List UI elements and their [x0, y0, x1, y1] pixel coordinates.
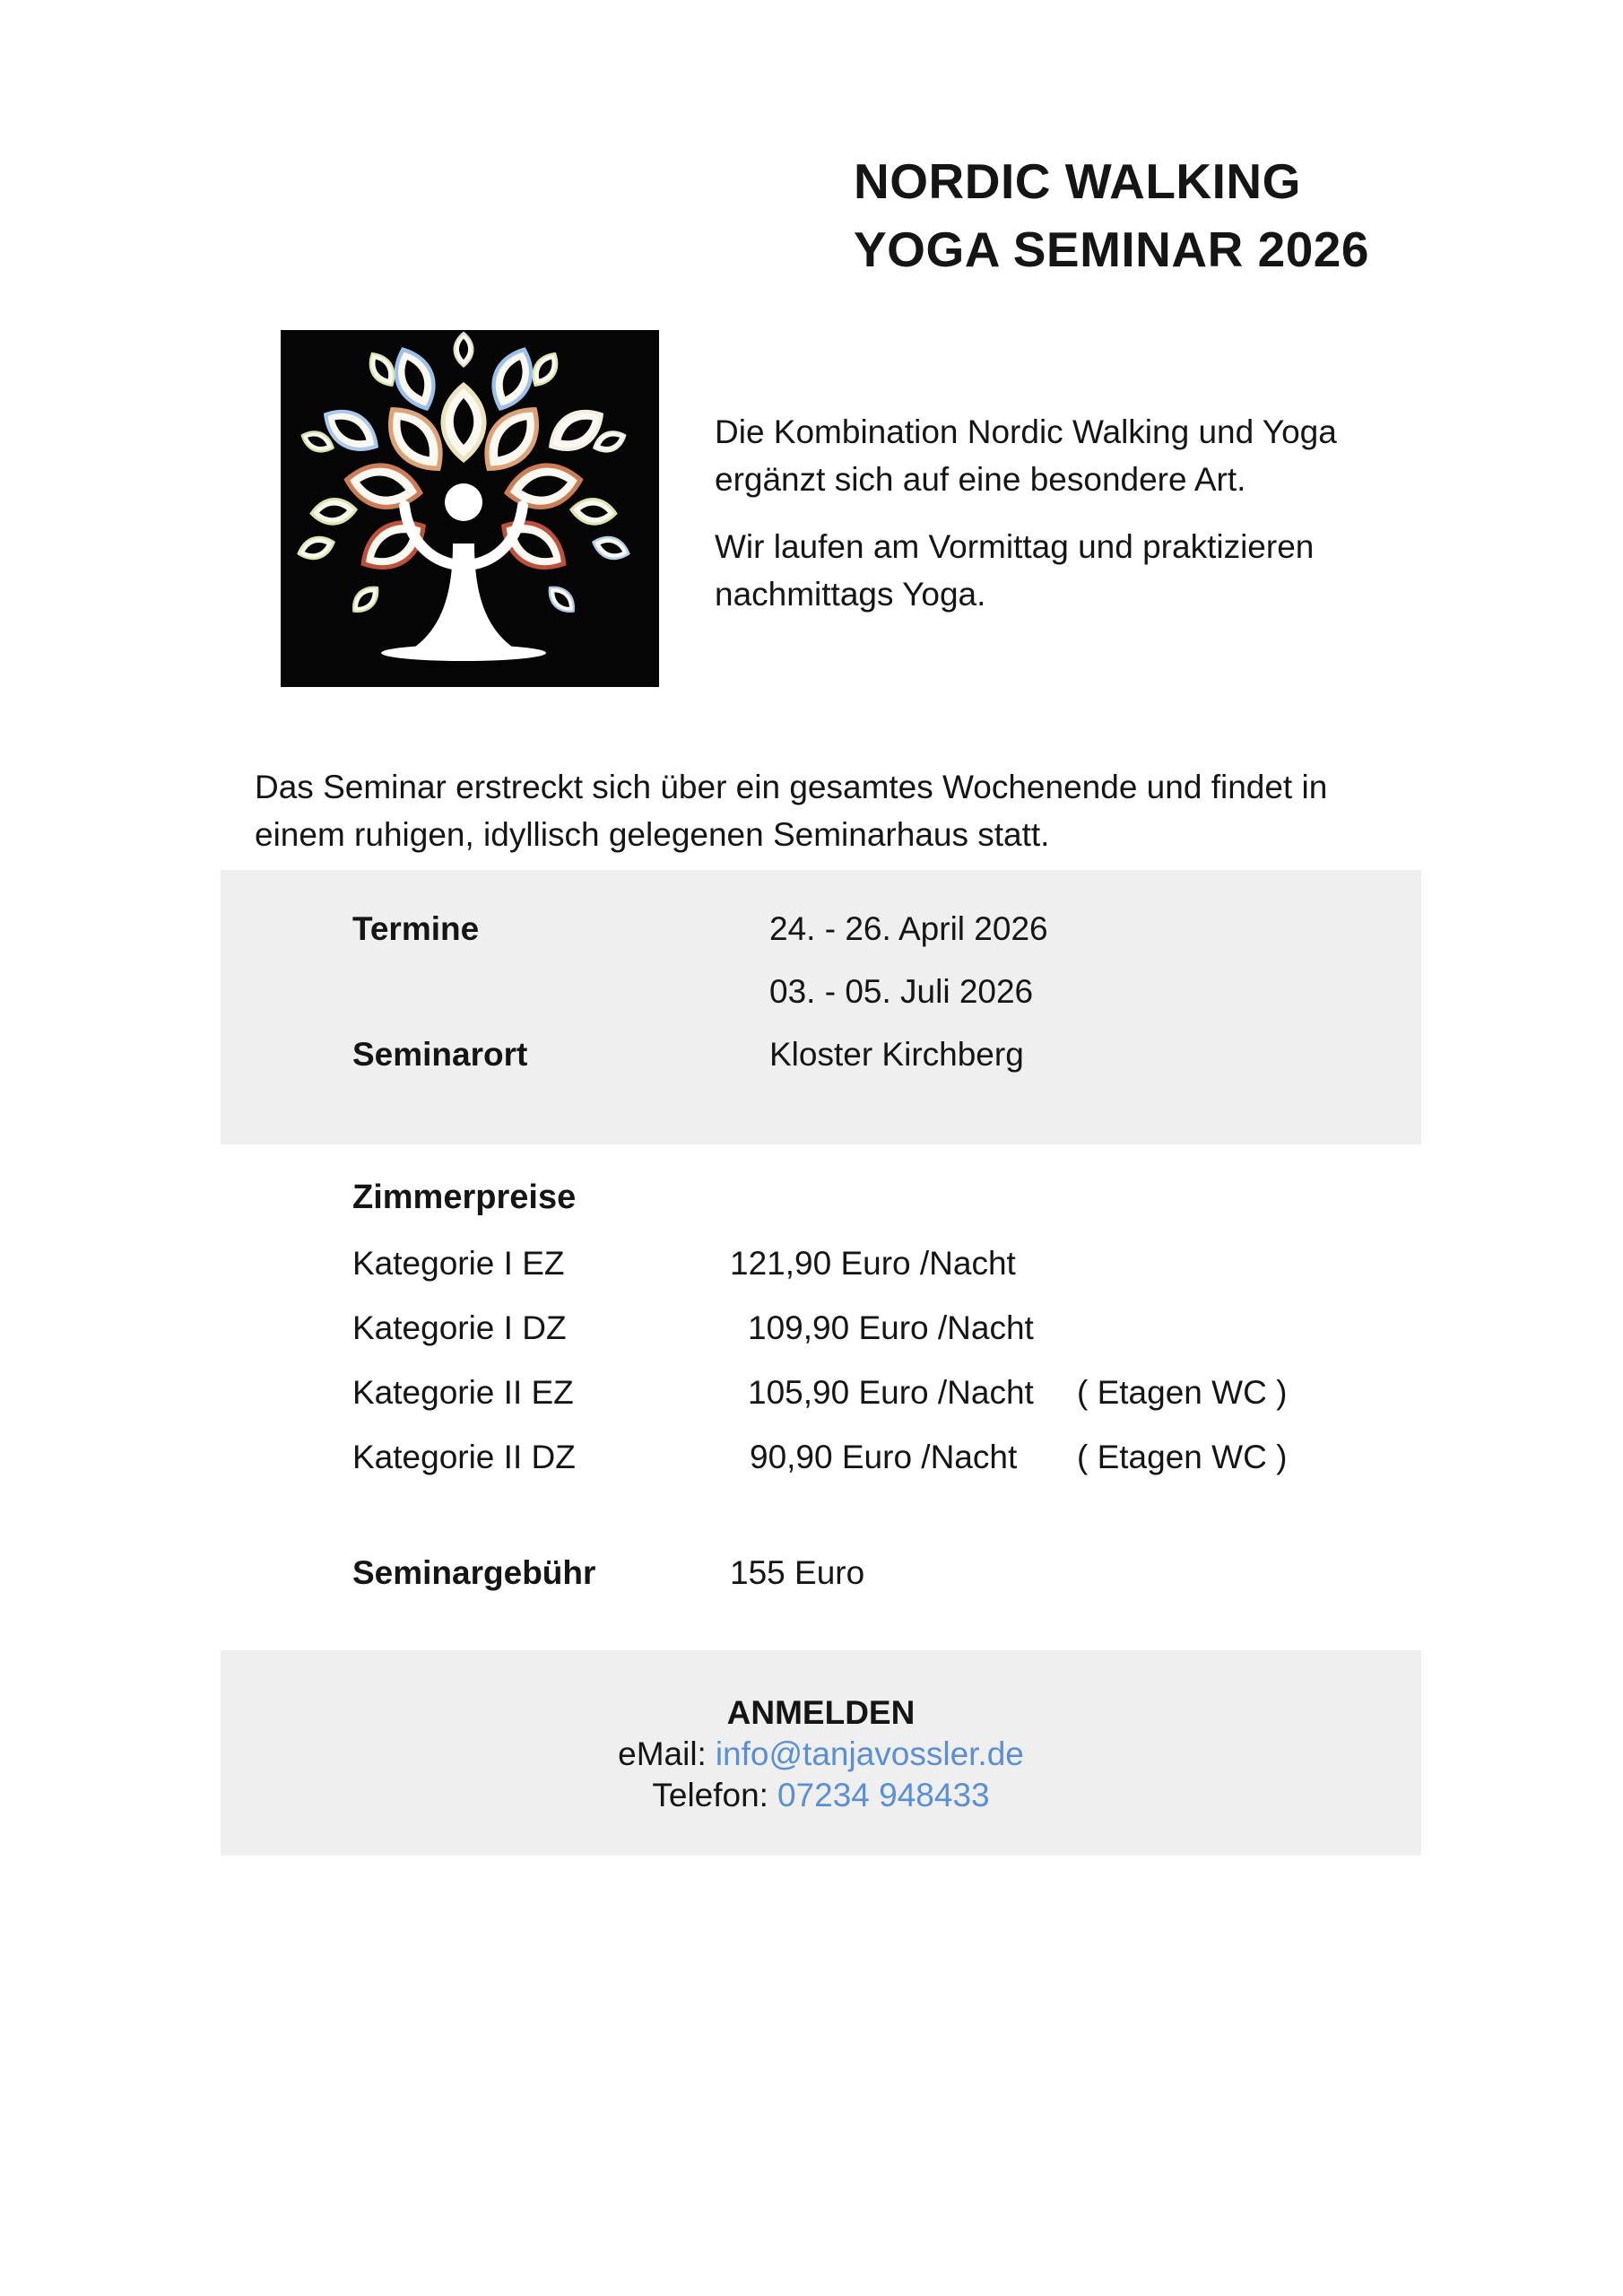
schedule-value: 03. - 05. Juli 2026: [769, 973, 1034, 1010]
email-link[interactable]: info@tanjavossler.de: [715, 1735, 1024, 1772]
price-label: Kategorie I EZ: [352, 1245, 565, 1282]
page-title: [854, 147, 1369, 283]
fee-row: [352, 1555, 1249, 1595]
tree-of-life-logo: [281, 330, 659, 687]
tree-of-life-logo-image: [281, 330, 659, 687]
fee-label: Seminargebühr: [352, 1554, 596, 1591]
price-value: 90,90 Euro /Nacht: [750, 1439, 1018, 1475]
price-label: Kategorie II EZ: [352, 1374, 574, 1411]
pricing-section: [352, 1179, 1482, 1556]
signup-email-line: [221, 1734, 1421, 1775]
title-line-2: YOGA SEMINAR 2026: [854, 222, 1369, 277]
price-note: ( Etagen WC ): [1077, 1374, 1288, 1411]
price-value: 121,90 Euro /Nacht: [730, 1245, 1016, 1282]
email-label: eMail:: [618, 1735, 707, 1772]
schedule-row-seminarort: [221, 1038, 1421, 1077]
schedule-row-termine: [221, 912, 1421, 952]
price-label: Kategorie II DZ: [352, 1439, 576, 1475]
signup-heading: ANMELDEN: [726, 1694, 916, 1731]
pricing-heading: Zimmerpreise: [352, 1178, 577, 1216]
price-note: ( Etagen WC ): [1077, 1439, 1288, 1475]
phone-link[interactable]: 07234 948433: [777, 1777, 990, 1813]
price-value: 105,90 Euro /Nacht: [748, 1374, 1034, 1411]
intro-paragraph-2: Wir laufen am Vormittag und praktizieren nachmittags Yoga.: [715, 528, 1315, 613]
schedule-value: 24. - 26. April 2026: [769, 910, 1048, 947]
intro-text: [715, 408, 1396, 638]
intro-paragraph-1: Die Kombination Nordic Walking und Yoga ergänzt sich auf eine besondere Art.: [715, 413, 1337, 498]
lead-paragraph: Das Seminar erstreckt sich über ein gesamtes Wochenende und findet in einem ruhigen, idyllisch gelegenen Seminarhaus statt.: [255, 769, 1328, 853]
signup-box: [221, 1650, 1421, 1856]
price-row: [352, 1246, 1482, 1285]
schedule-value: Kloster Kirchberg: [769, 1036, 1024, 1073]
phone-label: Telefon:: [652, 1777, 768, 1813]
schedule-box: [221, 870, 1421, 1144]
title-line-1: NORDIC WALKING: [854, 153, 1301, 209]
price-row: [352, 1439, 1482, 1479]
price-row: [352, 1375, 1482, 1414]
price-row: [352, 1310, 1482, 1350]
schedule-label: Termine: [352, 910, 480, 947]
price-value: 109,90 Euro /Nacht: [748, 1309, 1034, 1346]
signup-content: [221, 1650, 1421, 1816]
price-label: Kategorie I DZ: [352, 1309, 567, 1346]
signup-phone-line: [221, 1775, 1421, 1816]
schedule-label: Seminarort: [352, 1036, 528, 1073]
fee-value: 155 Euro: [730, 1554, 865, 1591]
schedule-row-termine-2: [221, 975, 1421, 1014]
